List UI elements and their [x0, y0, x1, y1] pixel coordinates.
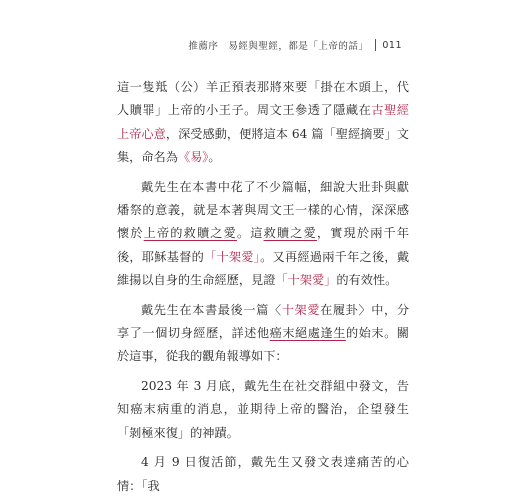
text-run: 的有效性。: [336, 273, 398, 288]
highlighted-text: 古聖經上帝心意: [117, 103, 409, 141]
running-header: [188, 38, 402, 52]
highlighted-text: 十架愛: [281, 302, 321, 317]
highlighted-text: 「十架愛」: [275, 273, 337, 288]
header-divider: [375, 39, 376, 51]
text-run: 。又再經過兩千年之後，戴維揚以自身的生命經歷，見證: [117, 249, 410, 288]
text-run: 的始末。關於這事，從我的觀角報導如下：: [117, 326, 409, 364]
highlighted-text: 「十架愛」: [204, 249, 261, 264]
header-chapter-title: 易經與聖經，都是「上帝的話」: [228, 41, 369, 52]
underlined-text: 上帝的救贖之愛: [143, 226, 237, 241]
paragraph: [117, 451, 409, 498]
paragraph: [117, 299, 409, 369]
text-run: 。這: [236, 226, 264, 241]
header-section-label: 推薦序: [188, 41, 219, 52]
underlined-text: 癌末絕處逢生: [269, 326, 346, 341]
highlighted-text: 《易》: [177, 150, 209, 165]
text-run: 戴先生在本書最後一篇〈: [141, 302, 282, 317]
text-run: ，實現於兩千年後，耶穌基督的: [117, 226, 410, 264]
paragraph: [117, 76, 409, 170]
text-run: 2023 年 3 月底，戴先生在社交群組中發文，告知癌末病重的消息，並期待上帝的醫治，企望發生「剝極來復」的神蹟。: [117, 378, 409, 440]
text-run: 在履卦〉中，分享了一個切身經歷，詳述他: [117, 302, 410, 341]
text-run: 4 月 9 日復活節，戴先生又發文表達痛苦的心情：「我: [117, 455, 409, 493]
paragraph: [117, 176, 409, 293]
body-text: [117, 76, 409, 498]
text-run: 這一隻羝（公）羊正預表那將來要「掛在木頭上，代人贖罪」上帝的小王子。周文王參透了隱藏在: [117, 80, 409, 118]
text-run: 。: [208, 150, 221, 165]
page-number: 011: [382, 39, 402, 51]
underlined-text: 救贖之愛: [263, 226, 317, 241]
text-run: 戴先生在本書中花了不少篇幅，細說大壯卦與獻燔祭的意義，就是本著與周文王一樣的心情，深深感懷於: [117, 179, 409, 241]
paragraph: [117, 375, 409, 445]
text-run: ，深受感動，便將這本 64 篇「聖經摘要」文集，命名為: [117, 126, 409, 165]
